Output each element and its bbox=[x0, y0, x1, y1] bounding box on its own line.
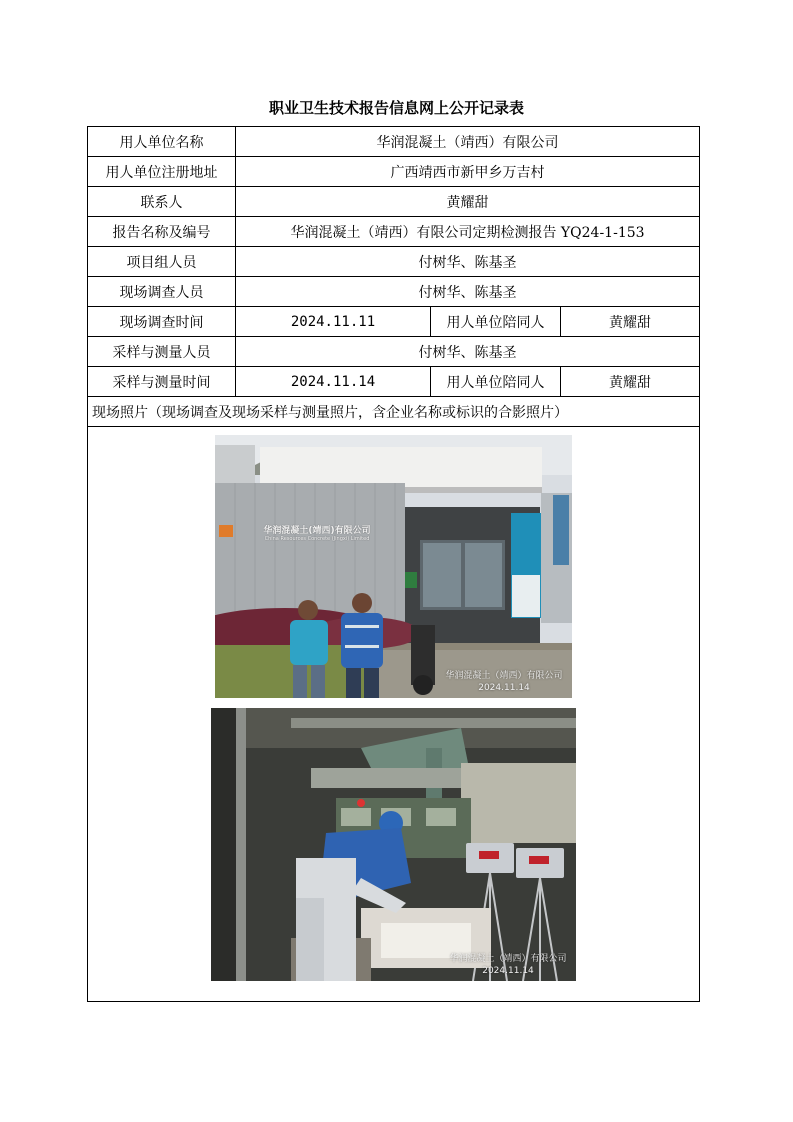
row-sampling-staff bbox=[88, 337, 700, 367]
page-title: 职业卫生技术报告信息网上公开记录表 bbox=[268, 99, 524, 117]
photo1-watermark-name: 华润混凝土（靖西）有限公司 bbox=[445, 671, 563, 681]
survey-staff-value: 付树华、陈基圣 bbox=[236, 277, 700, 307]
photo2-watermark bbox=[444, 953, 572, 977]
report-name-label: 报告名称及编号 bbox=[88, 217, 236, 247]
project-team-label: 项目组人员 bbox=[88, 247, 236, 277]
survey-staff-label: 现场调查人员 bbox=[88, 277, 236, 307]
row-employer-name bbox=[88, 127, 700, 157]
building-sign-cn: 华润混凝土(靖西)有限公司 bbox=[263, 526, 371, 536]
row-photos-header bbox=[88, 397, 700, 427]
report-name-value: 华润混凝土（靖西）有限公司定期检测报告 YQ24-1-153 bbox=[236, 217, 700, 247]
contact-label: 联系人 bbox=[88, 187, 236, 217]
building-sign bbox=[227, 523, 407, 542]
sampling-companion-label: 用人单位陪同人 bbox=[431, 367, 561, 397]
employer-address-label: 用人单位注册地址 bbox=[88, 157, 236, 187]
photos-header: 现场照片（现场调查及现场采样与测量照片，含企业名称或标识的合影照片） bbox=[88, 397, 700, 427]
row-report-name bbox=[88, 217, 700, 247]
sampling-time-label: 采样与测量时间 bbox=[88, 367, 236, 397]
photo2-watermark-name: 华润混凝土（靖西）有限公司 bbox=[449, 954, 567, 964]
photos-cell bbox=[88, 427, 700, 1002]
survey-time-value: 2024.11.11 bbox=[236, 307, 431, 337]
contact-value: 黄耀甜 bbox=[236, 187, 700, 217]
sampling-photo-image bbox=[211, 708, 576, 981]
project-team-value: 付树华、陈基圣 bbox=[236, 247, 700, 277]
sampling-photo bbox=[211, 708, 576, 981]
row-employer-address bbox=[88, 157, 700, 187]
sampling-staff-value: 付树华、陈基圣 bbox=[236, 337, 700, 367]
sampling-companion-value: 黄耀甜 bbox=[561, 367, 700, 397]
row-survey-staff bbox=[88, 277, 700, 307]
row-project-team bbox=[88, 247, 700, 277]
sampling-staff-label: 采样与测量人员 bbox=[88, 337, 236, 367]
survey-companion-label: 用人单位陪同人 bbox=[431, 307, 561, 337]
sampling-time-value: 2024.11.14 bbox=[236, 367, 431, 397]
photo1-watermark bbox=[440, 670, 568, 694]
record-table bbox=[87, 126, 700, 1002]
building-sign-en: China Resources Concrete (Jingxi) Limited bbox=[264, 536, 370, 542]
row-contact bbox=[88, 187, 700, 217]
group-photo bbox=[215, 435, 572, 698]
row-survey-time bbox=[88, 307, 700, 337]
employer-name-value: 华润混凝土（靖西）有限公司 bbox=[236, 127, 700, 157]
photo1-watermark-date: 2024.11.14 bbox=[478, 683, 530, 693]
employer-address-value: 广西靖西市新甲乡万吉村 bbox=[236, 157, 700, 187]
row-photos bbox=[88, 427, 700, 1002]
survey-companion-value: 黄耀甜 bbox=[561, 307, 700, 337]
group-photo-image bbox=[215, 435, 572, 698]
employer-name-label: 用人单位名称 bbox=[88, 127, 236, 157]
survey-time-label: 现场调查时间 bbox=[88, 307, 236, 337]
row-sampling-time bbox=[88, 367, 700, 397]
photo2-watermark-date: 2024.11.14 bbox=[482, 966, 534, 976]
